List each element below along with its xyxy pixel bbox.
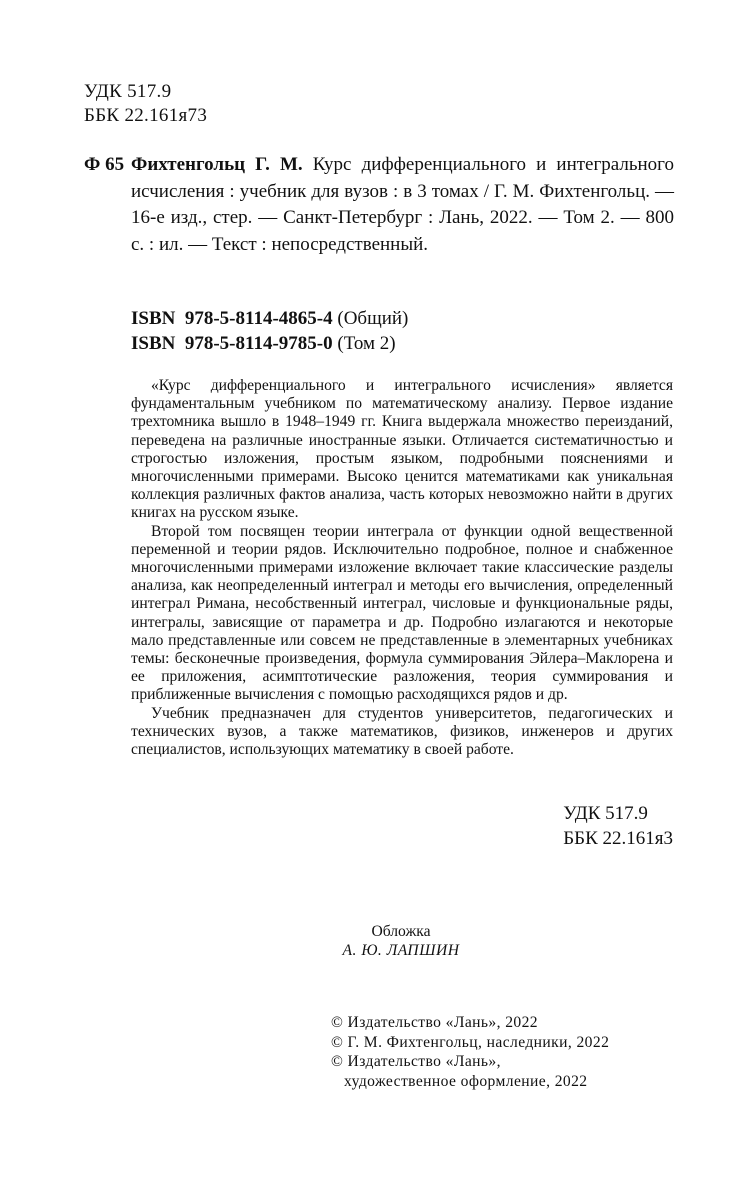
isbn-note: (Общий) bbox=[337, 308, 409, 329]
isbn-label: ISBN bbox=[131, 308, 176, 329]
bibliographic-entry bbox=[84, 152, 674, 258]
author-name: Фихтенгольц Г. М. bbox=[131, 154, 303, 175]
isbn-label: ISBN bbox=[131, 333, 176, 354]
udk-code: УДК 517.9 bbox=[84, 81, 172, 102]
copyright-line: © Издательство «Лань», 2022 bbox=[331, 1014, 538, 1031]
classification-top bbox=[84, 80, 207, 128]
annotation bbox=[131, 377, 673, 759]
isbn-volume bbox=[131, 331, 408, 356]
annotation-paragraph: Второй том посвящен теории интеграла от функции одной вещественной переменной и теории рядов. Исключительно подробное, полное и снабженное многочисленными примерами изложение включает такие классические разделы анализа, как неопределенный интеграл и методы его вычисления, определенный интеграл Римана, несобственный интеграл, числовые и функциональные ряды, интегралы, зависящие от параметра и др. Подробно излагаются и некоторые мало представленные или совсем не представленные в элементарных учебниках темы: бесконечные произведения, формула суммирования Эйлера–Маклорена и ее приложения, асимптотические разложения, теория суммирования и приближенные вычисления с помощью расходящихся рядов и др. bbox=[131, 522, 673, 704]
copyright-line: © Г. М. Фихтенгольц, наследники, 2022 bbox=[331, 1033, 610, 1051]
isbn-number: 978-5-8114-9785-0 bbox=[184, 333, 333, 354]
isbn-number: 978-5-8114-4865-4 bbox=[184, 308, 333, 329]
classification-bottom bbox=[563, 801, 673, 851]
isbn-block bbox=[131, 306, 408, 356]
isbn-general bbox=[131, 306, 408, 331]
annotation-paragraph: «Курс дифференциального и интегрального исчисления» является фундаментальным учебником по математическому анализу. Первое издание трехтомника вышло в 1948–1949 гг. Книга выдержала множество переизданий, переведена на различные иностранные языки. Отличается систематичностью и строгостью изложения, простым языком, подробными пояснениями и многочисленными примерами. Высоко ценится математиками как уникальная коллекция различных фактов анализа, часть которых невозможно найти в других книгах на русском языке. bbox=[131, 377, 673, 522]
copyright-line: © Издательство «Лань», bbox=[331, 1053, 501, 1070]
copyright-line: художественное оформление, 2022 bbox=[344, 1072, 588, 1090]
author-mark: Ф 65 bbox=[84, 154, 125, 175]
cover-label: Обложка bbox=[371, 923, 431, 940]
annotation-paragraph: Учебник предназначен для студентов университетов, педагогических и технических вузов, а также математиков, физиков, инженеров и других специалистов, использующих математику в своей работе. bbox=[131, 704, 673, 759]
udk-code: УДК 517.9 bbox=[563, 803, 648, 824]
bbk-code: ББК 22.161я73 bbox=[84, 105, 208, 126]
isbn-note: (Том 2) bbox=[337, 333, 396, 354]
bibliographic-description bbox=[131, 152, 674, 258]
bbk-code: ББК 22.161я3 bbox=[563, 828, 673, 849]
cover-artist: А. Ю. ЛАПШИН bbox=[342, 942, 460, 959]
cover-credit bbox=[326, 922, 476, 960]
description-text: Курс дифференциального и интегрального исчисления : учебник для вузов : в 3 томах / Г. М. Фихтенгольц. — 16-е изд., стер. — Санкт-Петербург : Лань, 2022. — Том 2. — 800 с. : ил. — Текст : непосредственный. bbox=[131, 154, 674, 255]
copyright-block bbox=[331, 1013, 609, 1091]
